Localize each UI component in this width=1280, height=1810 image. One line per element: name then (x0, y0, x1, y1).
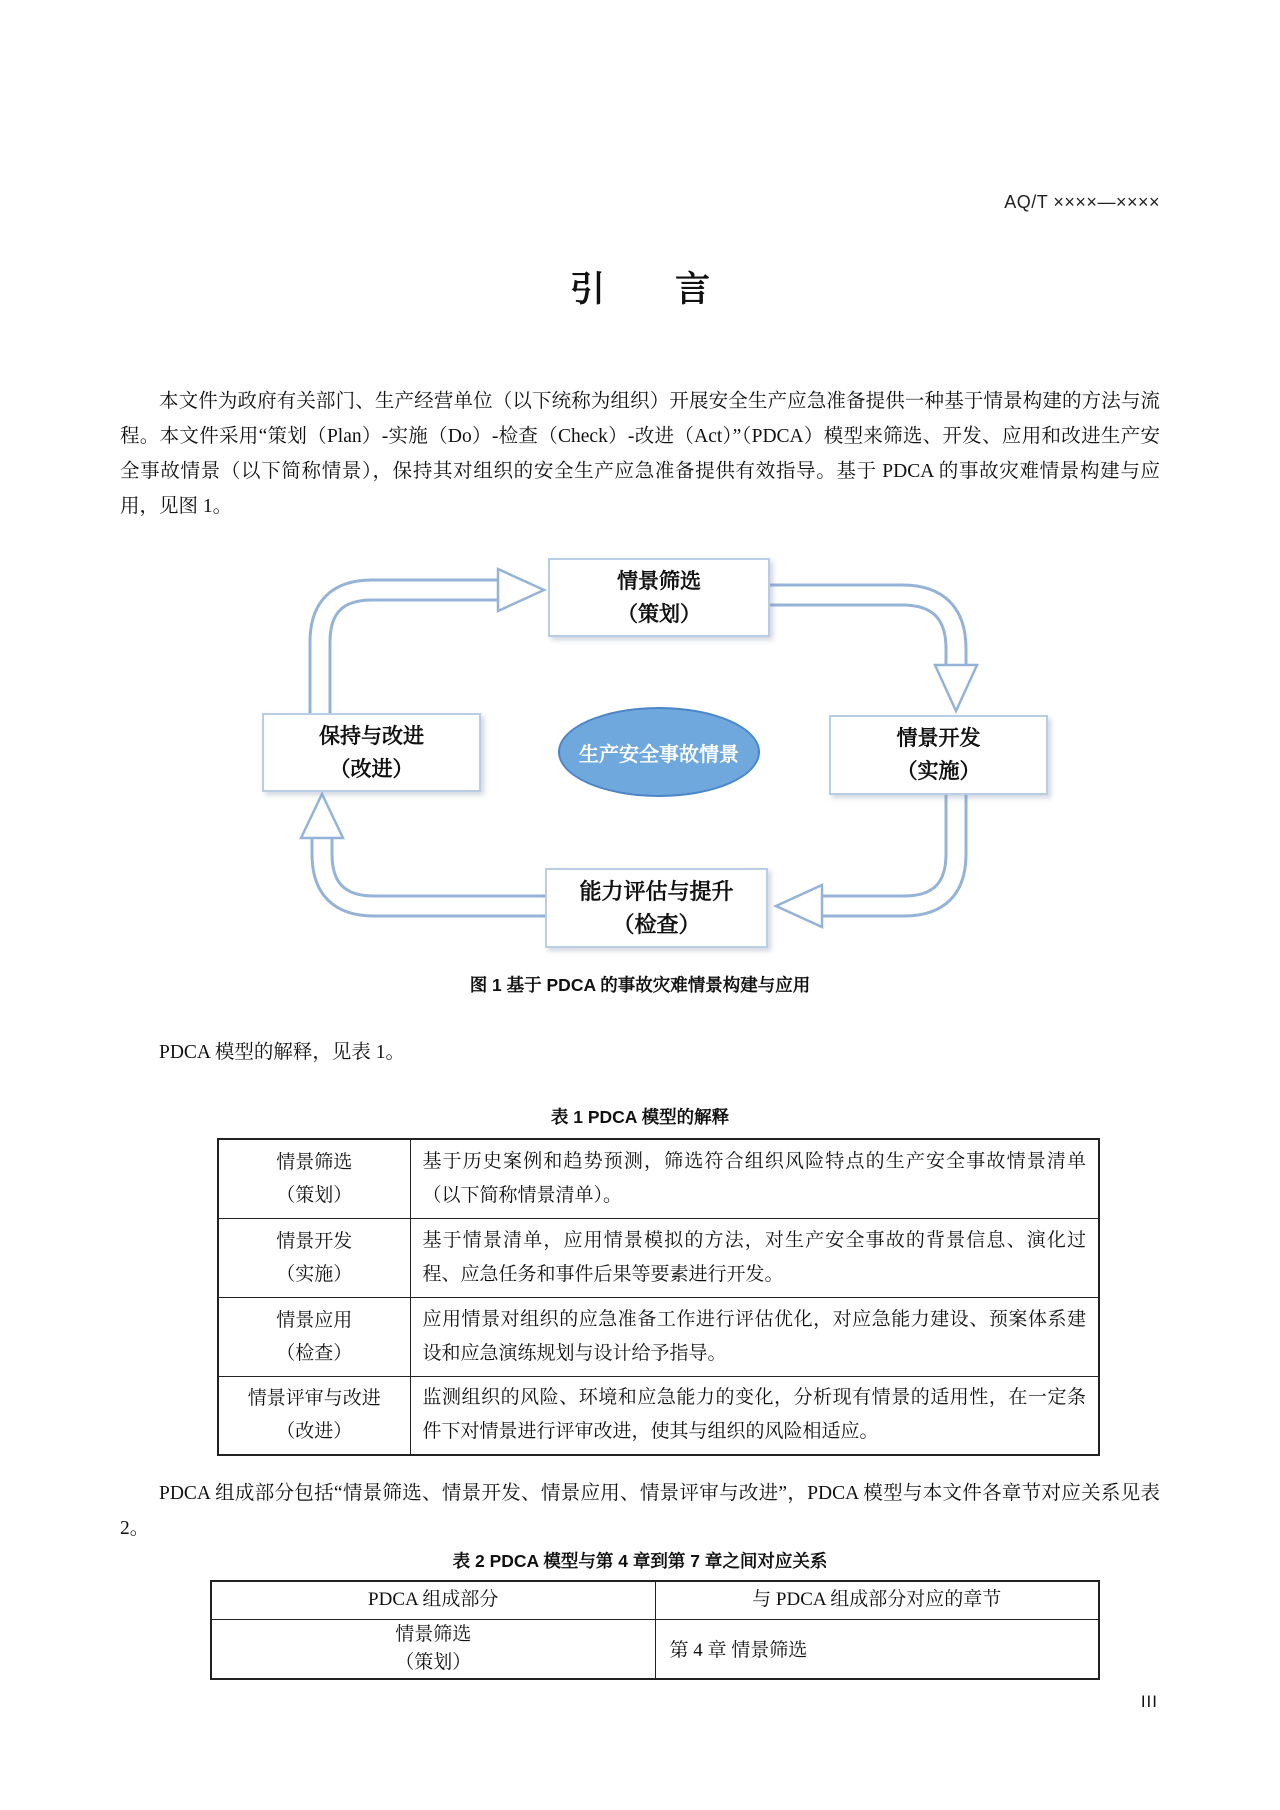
term-line2: （改进） (276, 1421, 353, 1443)
table-row (218, 1376, 1099, 1455)
node-label-line1: 能力评估与提升 (579, 879, 734, 904)
arrow-left-icon (776, 885, 822, 927)
table1-term-cell (218, 1218, 410, 1297)
standard-code: AQ/T ××××—×××× (1004, 192, 1160, 212)
table1-title: 表 1 PDCA 模型的解释 (550, 1107, 730, 1127)
term-line2: （实施） (276, 1263, 353, 1285)
table-row (218, 1297, 1099, 1376)
table1-desc-cell: 基于历史案例和趋势预测，筛选符合组织风险特点的生产安全事故情景清单（以下简称情景清单）。 (410, 1139, 1099, 1218)
node-label-line2: （策划） (617, 602, 701, 626)
intro-paragraph: 本文件为政府有关部门、生产经营单位（以下统称为组织）开展安全生产应急准备提供一种基于情景构建的方法与流程。本文件采用“策划（Plan）-实施（Do）-检查（Check）-改进（Act）”（PDCA）模型来筛选、开发、应用和改进生产安全事故情景（以下简称情景），保持其对组织的安全生产应急准备提供有效指导。基于 PDCA 的事故灾难情景构建与应用，见图 1。 (120, 391, 1160, 517)
term-line2: （检查） (276, 1342, 353, 1364)
between-tables-paragraph: PDCA 组成部分包括“情景筛选、情景开发、情景应用、情景评审与改进”，PDCA 模型与本文件各章节对应关系见表 2。 (120, 1483, 1160, 1539)
table-row (218, 1218, 1099, 1297)
center-ellipse: 生产安全事故情景 (558, 707, 760, 797)
arrow-down-icon (935, 665, 977, 711)
table2-chapter-mapping (210, 1580, 1100, 1680)
figure-caption: 图 1 基于 PDCA 的事故灾难情景构建与应用 (469, 975, 811, 995)
page-title: 引 言 (569, 270, 710, 309)
table2-title: 表 2 PDCA 模型与第 4 章到第 7 章之间对应关系 (452, 1551, 828, 1571)
table1-term-cell (218, 1376, 410, 1455)
page-number: III (1140, 1692, 1158, 1711)
pdca-cycle-diagram (200, 540, 1100, 965)
node-label-line1: 情景开发 (896, 727, 981, 750)
table-header-row (211, 1581, 1099, 1619)
table1-desc-cell: 监测组织的风险、环境和应急能力的变化，分析现有情景的适用性，在一定条件下对情景进行评审改进，使其与组织的风险相适应。 (410, 1376, 1099, 1455)
node-label-line1: 情景筛选 (617, 569, 701, 593)
term-line1: 情景筛选 (395, 1623, 472, 1645)
term-line2: （策划） (276, 1184, 353, 1206)
table2-term-cell (211, 1619, 655, 1679)
node-label-line2: （改进） (329, 757, 414, 781)
table2-chapter-cell: 第 4 章 情景筛选 (655, 1619, 1099, 1679)
table1-intro-text: PDCA 模型的解释，见表 1。 (159, 1042, 405, 1063)
node-label-line2: （检查） (612, 912, 701, 937)
node-scenario-screening (548, 558, 770, 637)
table1-term-cell (218, 1139, 410, 1218)
node-label-line1: 保持与改进 (319, 724, 424, 748)
table1-pdca-explanation (217, 1138, 1100, 1456)
table1-desc-cell: 基于情景清单，应用情景模拟的方法，对生产安全事故的背景信息、演化过程、应急任务和事件后果等要素进行开发。 (410, 1218, 1099, 1297)
table2-col2-header: 与 PDCA 组成部分对应的章节 (655, 1581, 1099, 1619)
node-maintain-improve (262, 713, 481, 792)
term-line1: 情景筛选 (276, 1151, 353, 1173)
table2-col1-header: PDCA 组成部分 (211, 1581, 655, 1619)
arrow-up-icon (301, 794, 343, 838)
table-row (218, 1139, 1099, 1218)
node-capability-assessment (545, 868, 768, 948)
term-line1: 情景评审与改进 (247, 1388, 381, 1410)
node-label-line2: （实施） (896, 760, 981, 783)
table-row (211, 1619, 1099, 1679)
arrow-right-icon (498, 569, 544, 611)
table1-desc-cell: 应用情景对组织的应急准备工作进行评估优化，对应急能力建设、预案体系建设和应急演练规划与设计给予指导。 (410, 1297, 1099, 1376)
term-line1: 情景应用 (276, 1309, 353, 1331)
node-scenario-development (829, 715, 1048, 795)
term-line2: （策划） (395, 1651, 472, 1673)
table1-term-cell (218, 1297, 410, 1376)
term-line1: 情景开发 (276, 1230, 353, 1252)
